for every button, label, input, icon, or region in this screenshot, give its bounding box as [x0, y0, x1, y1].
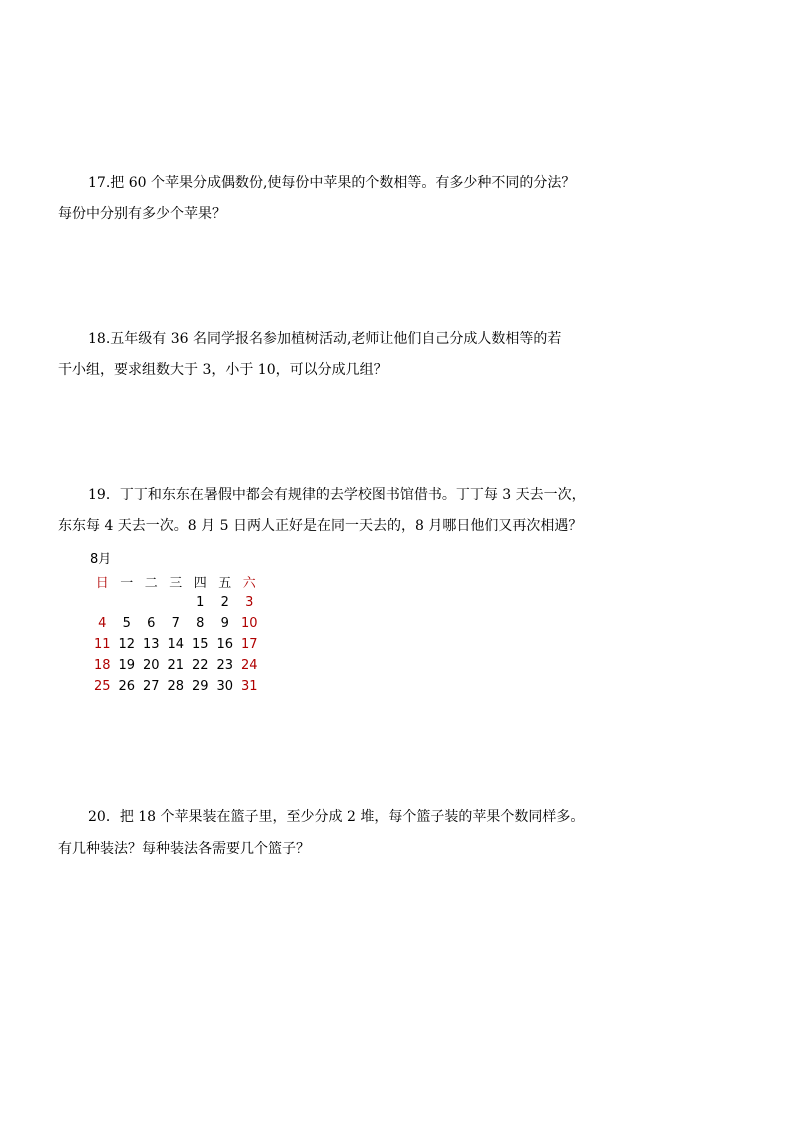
question-20-line-1: 20．把 18 个苹果装在篮子里，至少分成 2 堆，每个篮子装的苹果个数同样多。: [88, 809, 585, 825]
question-19-line-1: 19．丁丁和东东在暑假中都会有规律的去学校图书馆借书。丁丁每 3 天去一次，: [88, 487, 586, 503]
question-18-line-2: 干小组，要求组数大于 3，小于 10，可以分成几组？: [58, 362, 388, 378]
calendar-day: 10: [240, 616, 258, 631]
question-18-line-1: 18.五年级有 36 名同学报名参加植树活动,老师让他们自己分成人数相等的若: [88, 331, 562, 347]
calendar-day: 12: [118, 637, 136, 652]
calendar-day: 16: [216, 637, 234, 652]
question-20-line-2: 有几种装法？每种装法各需要几个篮子？: [58, 841, 310, 857]
calendar-day: 15: [191, 637, 209, 652]
calendar-day: 13: [142, 637, 160, 652]
calendar-weekday: 四: [193, 576, 207, 591]
calendar-day: 26: [118, 679, 136, 694]
calendar-day: 8: [196, 616, 205, 631]
calendar-weekday: 日: [95, 576, 109, 591]
calendar-week-row: [90, 613, 262, 634]
calendar-day: 28: [167, 679, 185, 694]
calendar-day: 25: [93, 679, 111, 694]
calendar-weekday: 一: [120, 576, 134, 591]
question-19-line-2: 东东每 4 天去一次。8 月 5 日两人正好是在同一天去的，8 月哪日他们又再次相遇？: [58, 518, 583, 534]
calendar-day: 6: [147, 616, 156, 631]
calendar-day: 4: [98, 616, 107, 631]
calendar-grid: [90, 571, 262, 697]
calendar-day: 21: [167, 658, 185, 673]
calendar-day: 14: [167, 637, 185, 652]
calendar-day: 19: [118, 658, 136, 673]
calendar-weekday: 三: [169, 576, 183, 591]
calendar-week-row: [90, 655, 262, 676]
calendar-day: 5: [122, 616, 131, 631]
calendar-day: 31: [240, 679, 258, 694]
calendar-weekday: 二: [144, 576, 158, 591]
calendar-weekday: 五: [218, 576, 232, 591]
calendar-day: 24: [240, 658, 258, 673]
calendar-day: 27: [142, 679, 160, 694]
calendar-day: 29: [191, 679, 209, 694]
question-17-line-2: 每份中分别有多少个苹果？: [58, 206, 226, 222]
calendar-day: 11: [93, 637, 111, 652]
calendar-day: 23: [216, 658, 234, 673]
calendar-week-row: [90, 634, 262, 655]
question-17-line-1: 17.把 60 个苹果分成偶数份,使每份中苹果的个数相等。有多少种不同的分法？: [88, 175, 576, 191]
calendar-day: 18: [93, 658, 111, 673]
calendar-day: 30: [216, 679, 234, 694]
calendar-day: 22: [191, 658, 209, 673]
calendar-day: 1: [196, 595, 205, 610]
calendar-weekday-row: [90, 571, 262, 592]
calendar-week-row: [90, 676, 262, 697]
calendar-weekday: 六: [242, 576, 256, 591]
calendar-day: 17: [240, 637, 258, 652]
calendar-day: 20: [142, 658, 160, 673]
calendar-day: 3: [245, 595, 254, 610]
calendar-month-title: 8月: [90, 552, 112, 567]
calendar-week-row: [90, 592, 262, 613]
calendar-day: 7: [171, 616, 180, 631]
calendar-day: 9: [220, 616, 229, 631]
calendar-day: 2: [220, 595, 229, 610]
